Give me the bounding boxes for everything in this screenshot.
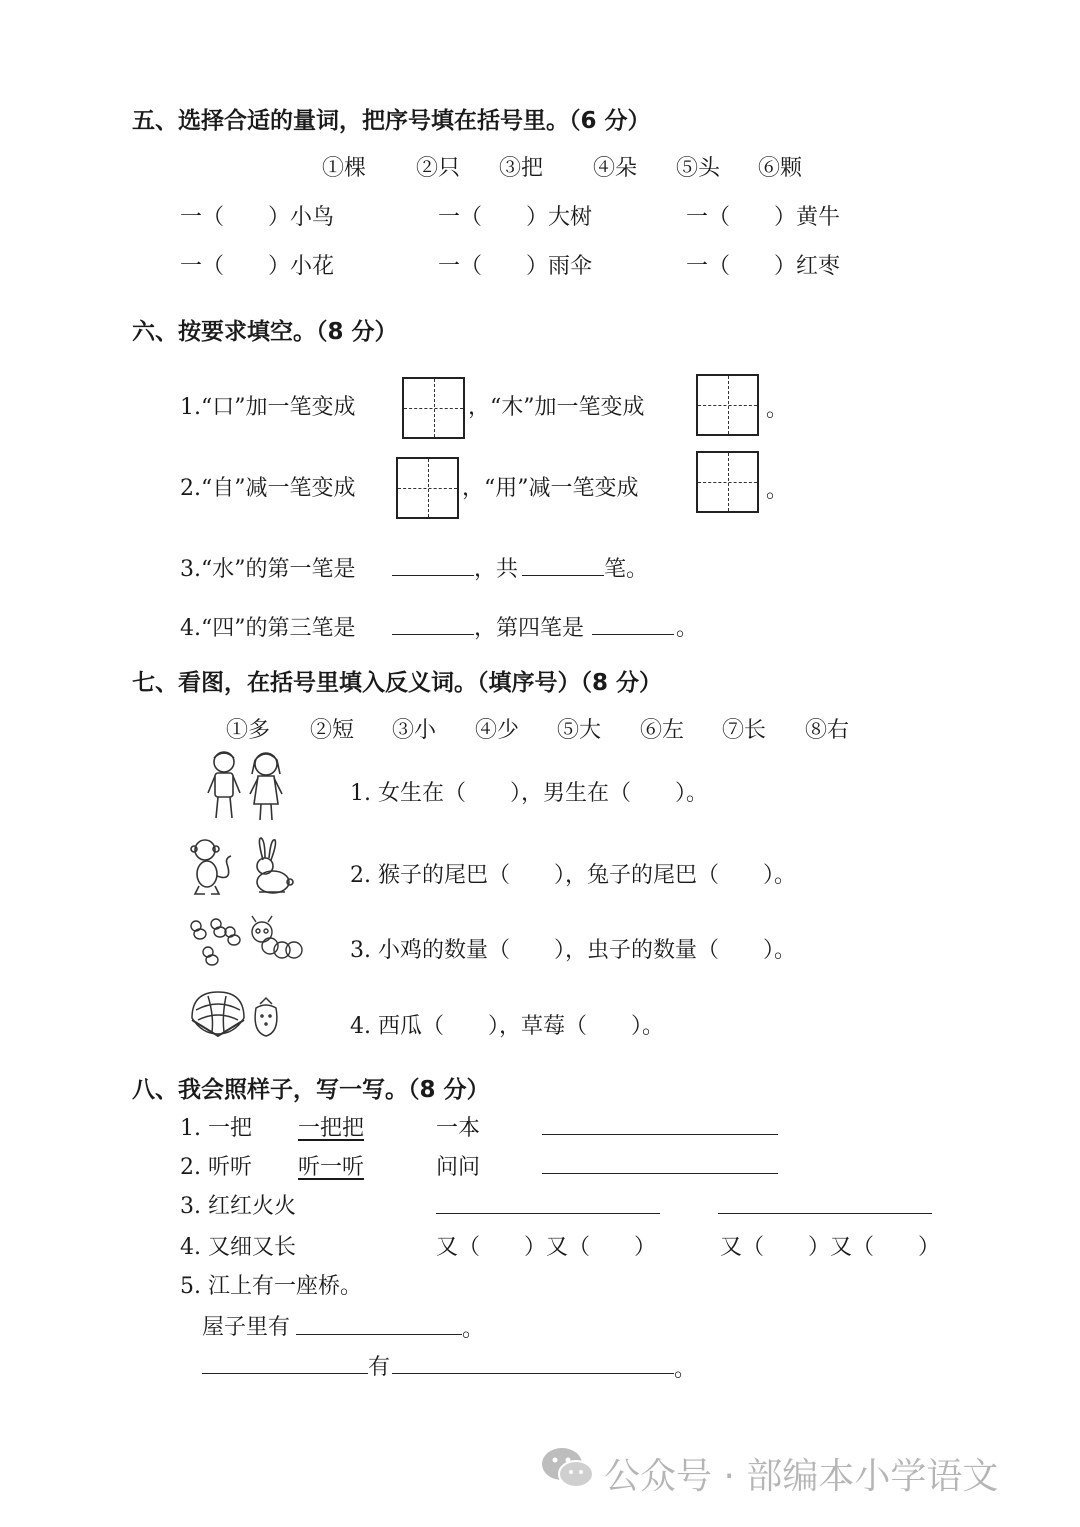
q2-text-a: 2.“自”减一笔变成 xyxy=(180,476,356,501)
antonym-option: ①多 xyxy=(226,718,271,743)
answer-line[interactable] xyxy=(392,575,474,576)
watermelon-strawberry-illustration xyxy=(188,988,288,1040)
monkey-rabbit-illustration xyxy=(185,836,297,898)
antonym-option: ⑤大 xyxy=(557,718,602,743)
measure-item[interactable]: 一（ ）小花 xyxy=(180,254,335,279)
antonym-option: ②短 xyxy=(310,718,355,743)
option-3: ③把 xyxy=(499,156,544,181)
q1-text-a: 1.“口”加一笔变成 xyxy=(180,395,356,420)
tianzige-box[interactable] xyxy=(396,457,459,519)
tianzige-box[interactable] xyxy=(402,377,465,439)
row7-text-b: 。 xyxy=(674,1357,697,1382)
row3-label: 3. 红红火火 xyxy=(180,1194,296,1219)
answer-line[interactable] xyxy=(718,1213,932,1214)
answer-line[interactable] xyxy=(392,1373,674,1374)
chicks-caterpillar-illustration xyxy=(186,914,308,970)
answer-line[interactable] xyxy=(436,1213,660,1214)
row7-text-a: 有 xyxy=(368,1355,391,1380)
row4-blank-b[interactable]: 又（ ）又（ ） xyxy=(720,1235,941,1260)
q2-text-c: 。 xyxy=(766,478,789,503)
picture-question[interactable]: 2. 猴子的尾巴（ ），兔子的尾巴（ ）。 xyxy=(350,863,796,888)
measure-item[interactable]: 一（ ）黄牛 xyxy=(686,205,841,230)
option-6: ⑥颗 xyxy=(758,156,803,181)
option-2: ②只 xyxy=(416,156,461,181)
answer-line[interactable] xyxy=(392,634,474,635)
section-7-title: 七、看图，在括号里填入反义词。（填序号）（8 分） xyxy=(132,670,663,696)
answer-line[interactable] xyxy=(542,1134,778,1135)
row1-prompt: 一本 xyxy=(436,1116,481,1141)
row6-text-a: 屋子里有 xyxy=(202,1315,291,1340)
measure-item[interactable]: 一（ ）红枣 xyxy=(686,254,841,279)
watermark-text: 公众号 · 部编本小学语文 xyxy=(604,1456,999,1497)
q3-text-b: ，共 xyxy=(474,557,519,582)
answer-line[interactable] xyxy=(202,1373,368,1374)
answer-line[interactable] xyxy=(522,575,604,576)
q1-text-c: 。 xyxy=(766,397,789,422)
antonym-option: ⑥左 xyxy=(640,718,685,743)
q2-text-b: ，“用”减一笔变成 xyxy=(462,476,639,501)
antonym-option: ④少 xyxy=(475,718,520,743)
answer-line[interactable] xyxy=(296,1334,462,1335)
answer-line[interactable] xyxy=(542,1173,778,1174)
row2-label: 2. 听听 xyxy=(180,1155,252,1180)
picture-question[interactable]: 3. 小鸡的数量（ ），虫子的数量（ ）。 xyxy=(350,938,796,963)
option-5: ⑤头 xyxy=(676,156,721,181)
q4-text-b: ，第四笔是 xyxy=(474,616,585,641)
row6-text-b: 。 xyxy=(462,1317,485,1342)
row1-label: 1. 一把 xyxy=(180,1116,252,1141)
q4-text-c: 。 xyxy=(676,616,699,641)
option-1: ①棵 xyxy=(322,156,367,181)
antonym-option: ⑧右 xyxy=(805,718,850,743)
row4-label: 4. 又细又长 xyxy=(180,1235,296,1260)
row2-example: 听一听 xyxy=(298,1155,365,1180)
antonym-option: ③小 xyxy=(392,718,437,743)
picture-question[interactable]: 4. 西瓜（ ），草莓（ ）。 xyxy=(350,1014,664,1039)
q1-text-b: ，“木”加一笔变成 xyxy=(468,395,645,420)
measure-item[interactable]: 一（ ）大树 xyxy=(438,205,593,230)
tianzige-box[interactable] xyxy=(696,374,759,436)
wechat-icon xyxy=(540,1446,596,1490)
q3-text-a: 3.“水”的第一笔是 xyxy=(180,557,356,582)
row2-prompt: 问问 xyxy=(436,1155,481,1180)
section-5-title: 五、选择合适的量词，把序号填在括号里。（6 分） xyxy=(132,108,651,134)
tianzige-box[interactable] xyxy=(696,451,759,513)
row1-example: 一把把 xyxy=(298,1116,365,1141)
row5-label: 5. 江上有一座桥。 xyxy=(180,1274,362,1299)
measure-item[interactable]: 一（ ）小鸟 xyxy=(180,205,335,230)
q3-text-c: 笔。 xyxy=(604,557,649,582)
section-6-title: 六、按要求填空。（8 分） xyxy=(132,319,398,345)
section-8-title: 八、我会照样子，写一写。（8 分） xyxy=(132,1077,490,1103)
boy-girl-illustration xyxy=(198,748,298,824)
picture-question[interactable]: 1. 女生在（ ），男生在（ ）。 xyxy=(350,781,708,806)
antonym-option: ⑦长 xyxy=(722,718,767,743)
row4-blank-a[interactable]: 又（ ）又（ ） xyxy=(436,1235,657,1260)
answer-line[interactable] xyxy=(592,634,674,635)
q4-text-a: 4.“四”的第三笔是 xyxy=(180,616,356,641)
measure-item[interactable]: 一（ ）雨伞 xyxy=(438,254,593,279)
option-4: ④朵 xyxy=(593,156,638,181)
